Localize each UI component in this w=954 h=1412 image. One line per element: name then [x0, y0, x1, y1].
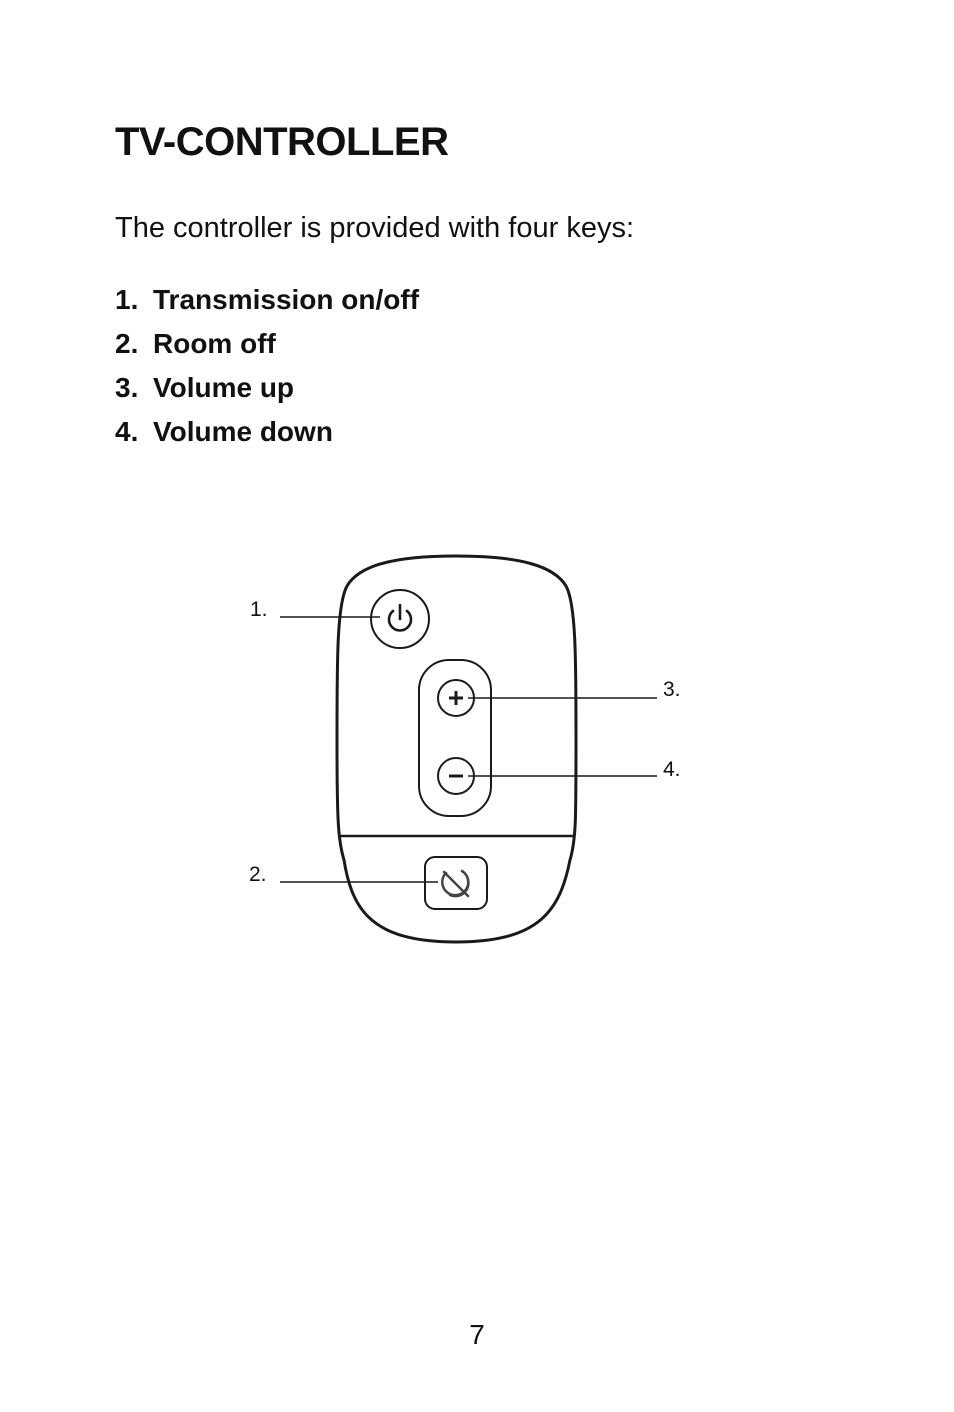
plus-icon: [449, 691, 463, 705]
list-item: [115, 278, 419, 322]
key-list: [115, 278, 419, 454]
list-item: [115, 410, 419, 454]
room-off-icon: [442, 871, 468, 896]
list-item: [115, 366, 419, 410]
callout-label-4: 4.: [663, 758, 681, 781]
power-icon: [389, 605, 411, 630]
list-item-number: 2.: [115, 328, 139, 359]
list-item-number: 1.: [115, 284, 139, 315]
list-item-label: Transmission on/off: [153, 284, 420, 315]
list-item: [115, 322, 419, 366]
list-item-label: Volume up: [153, 372, 295, 403]
list-item-number: 4.: [115, 416, 139, 447]
power-button: [371, 590, 429, 648]
page-number: 7: [469, 1319, 485, 1350]
remote-diagram: [220, 540, 720, 960]
room-off-button: [425, 857, 487, 909]
remote-illustration: [220, 540, 720, 960]
list-item-label: Volume down: [153, 416, 333, 447]
callout-label-2: 2.: [249, 863, 267, 886]
list-item-label: Room off: [153, 328, 276, 359]
list-item-number: 3.: [115, 372, 139, 403]
intro-text: The controller is provided with four keys:: [115, 212, 634, 244]
volume-rocker: [419, 660, 491, 816]
callout-label-1: 1.: [250, 598, 268, 621]
page-title: TV-CONTROLLER: [115, 120, 449, 164]
callout-label-3: 3.: [663, 678, 681, 701]
